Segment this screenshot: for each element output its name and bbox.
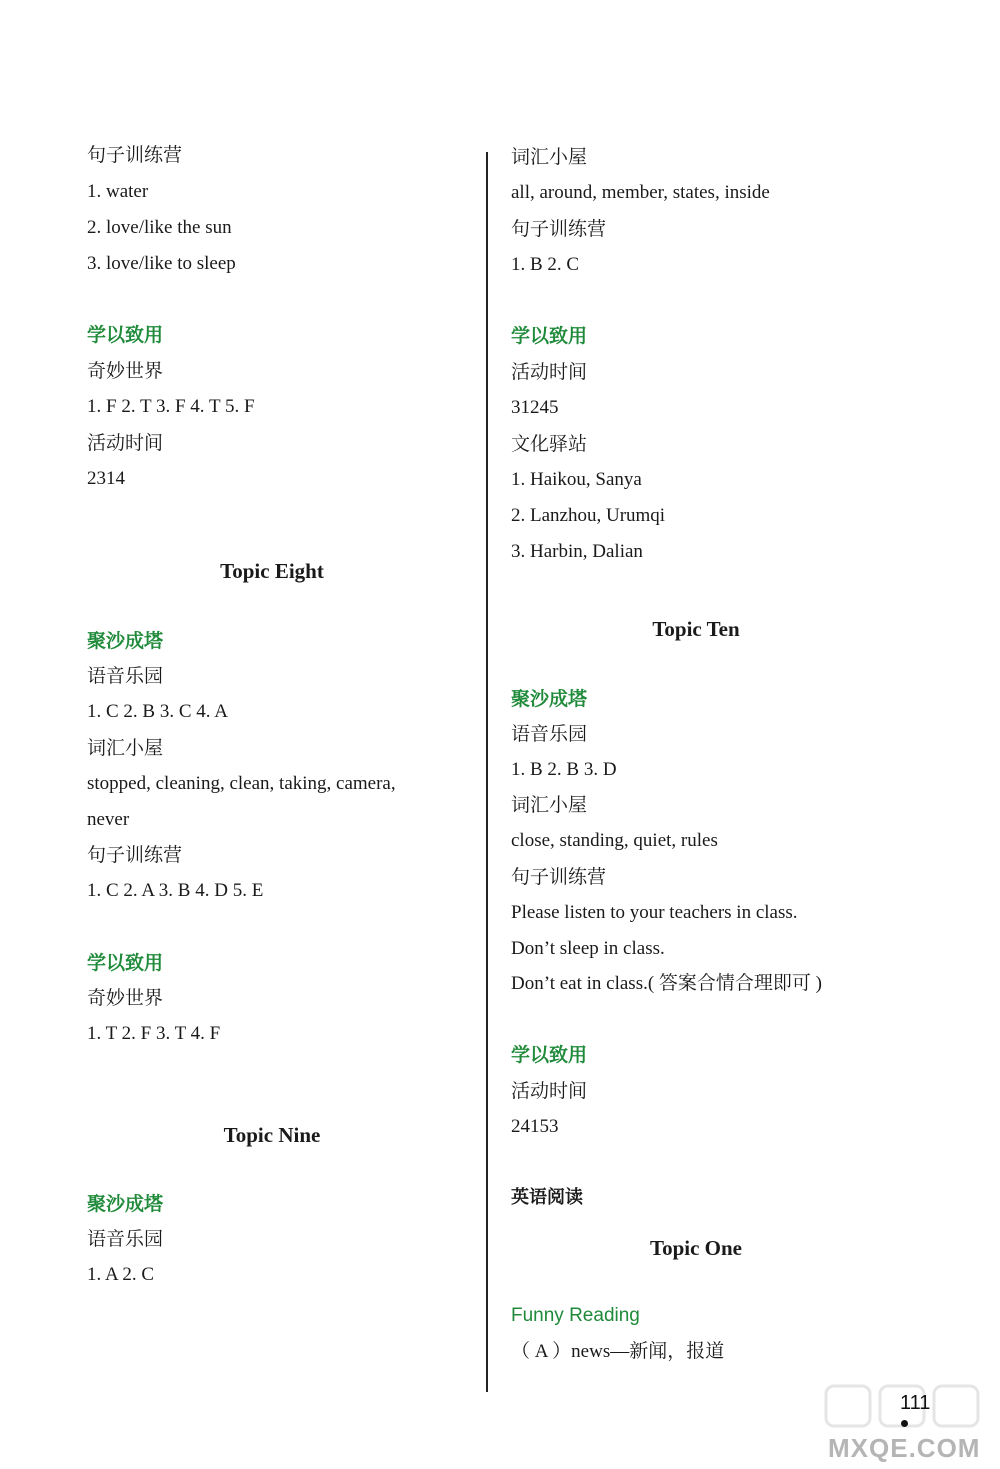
subsection-label: 奇妙世界 xyxy=(87,360,164,382)
answer-line: （ A ）news—新闻，报道 xyxy=(511,1341,725,1362)
subsection-label: 活动时间 xyxy=(511,1080,588,1102)
answer-line: 1. A 2. C xyxy=(87,1264,155,1285)
answer-line: 3. love/like to sleep xyxy=(87,253,236,274)
subsection-label: 句子训练营 xyxy=(511,866,607,888)
answer-line: 3. Harbin, Dalian xyxy=(511,541,643,562)
answer-line: 1. C 2. A 3. B 4. D 5. E xyxy=(87,880,264,901)
answer-line: 1. water xyxy=(87,181,149,202)
subsection-label: 语音乐园 xyxy=(87,1228,164,1250)
answer-line: close, standing, quiet, rules xyxy=(511,830,718,851)
answer-line: 1. Haikou, Sanya xyxy=(511,469,642,490)
subsection-label: 句子训练营 xyxy=(511,218,607,240)
answer-line: Don’t eat in class.( 答案合情合理即可 ) xyxy=(511,973,822,994)
answer-line: 1. B 2. B 3. D xyxy=(511,759,617,780)
subsection-label: 活动时间 xyxy=(87,432,164,454)
answer-line: 1. B 2. C xyxy=(511,254,580,275)
answer-line: 2. Lanzhou, Urumqi xyxy=(511,505,666,526)
answer-line: 24153 xyxy=(511,1116,559,1137)
subsection-label: 奇妙世界 xyxy=(87,987,164,1009)
subsection-label: 活动时间 xyxy=(511,361,588,383)
section-heading: Funny Reading xyxy=(511,1305,640,1326)
subsection-label: 句子训练营 xyxy=(87,144,183,166)
subsection-label: 语音乐园 xyxy=(87,665,164,687)
section-heading: 学以致用 xyxy=(511,1044,588,1066)
watermark-text: MXQE.COM xyxy=(828,1433,981,1463)
section-heading: 学以致用 xyxy=(87,952,164,974)
subsection-label: 词汇小屋 xyxy=(511,146,588,168)
topic-heading: Topic One xyxy=(650,1236,742,1260)
section-heading: 学以致用 xyxy=(87,324,164,346)
answer-line: 1. C 2. B 3. C 4. A xyxy=(87,701,228,722)
answer-line: Please listen to your teachers in class. xyxy=(511,902,798,923)
answer-line: 31245 xyxy=(511,397,559,418)
topic-heading: Topic Eight xyxy=(220,559,324,583)
subsection-label: 语音乐园 xyxy=(511,723,588,745)
section-heading: 聚沙成塔 xyxy=(87,630,164,652)
answer-line: 1. F 2. T 3. F 4. T 5. F xyxy=(87,396,255,417)
subsection-label: 词汇小屋 xyxy=(87,737,164,759)
answer-line: all, around, member, states, inside xyxy=(511,182,770,203)
section-heading: 聚沙成塔 xyxy=(87,1193,164,1215)
topic-heading: Topic Ten xyxy=(652,617,740,641)
column-divider xyxy=(486,152,488,1392)
section-heading: 学以致用 xyxy=(511,325,588,347)
subsection-label: 文化驿站 xyxy=(511,433,588,455)
answer-line: stopped, cleaning, clean, taking, camera, xyxy=(87,773,396,794)
answer-line: 1. T 2. F 3. T 4. F xyxy=(87,1023,221,1044)
section-heading: 聚沙成塔 xyxy=(511,688,588,710)
page-number-dot xyxy=(901,1420,908,1427)
answer-line: never xyxy=(87,809,130,830)
subsection-label: 词汇小屋 xyxy=(511,794,588,816)
topic-heading: Topic Nine xyxy=(223,1123,321,1147)
section-heading: 英语阅读 xyxy=(511,1187,583,1208)
answer-line: 2314 xyxy=(87,468,125,489)
answer-line: Don’t sleep in class. xyxy=(511,938,665,959)
answer-line: 2. love/like the sun xyxy=(87,217,232,238)
page-number: 111 xyxy=(900,1392,931,1414)
subsection-label: 句子训练营 xyxy=(87,844,183,866)
